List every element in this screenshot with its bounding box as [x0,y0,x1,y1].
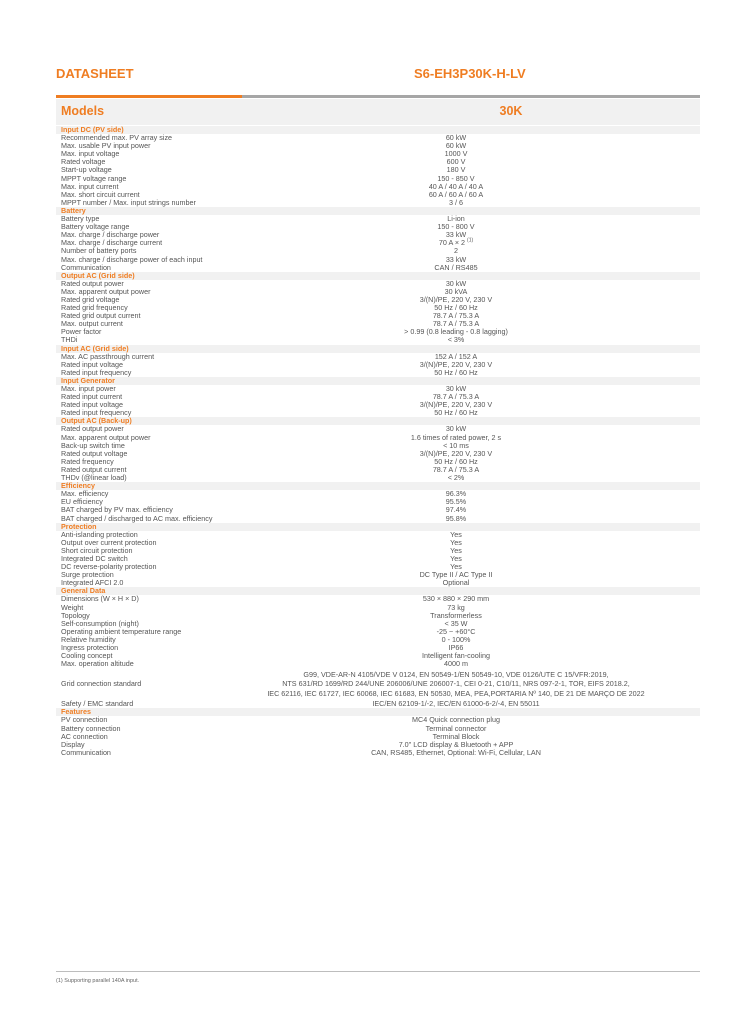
section-header: Input AC (Grid side) [56,345,700,353]
spec-name: Rated frequency [61,456,114,466]
spec-name: Max. input power [61,384,116,393]
model-number: S6-EH3P30K-H-LV [414,66,526,81]
spec-name: Output over current protection [61,537,157,547]
spec-value-text: 2 [454,246,458,256]
spec-name: Weight [61,602,84,612]
spec-value-text: 95.8% [445,513,467,523]
spec-name: Battery voltage range [61,222,130,232]
spec-value-text: 150 - 800 V [437,222,475,232]
spec-value [206,749,706,757]
spec-name: Integrated AFCI 2.0 [61,578,124,588]
spec-value-text: 73 kg [447,602,465,612]
section-header: Input DC (PV side) [56,126,700,134]
spec-value [206,199,706,207]
datasheet-title: DATASHEET [56,66,134,81]
spec-value-text: 3/(N)/PE, 220 V, 230 V [419,294,493,304]
spec-name: Topology [61,610,90,620]
spec-name: Safety / EMC standard [61,699,134,709]
spec-name: Dimensions (W × H × D) [61,594,139,604]
spec-value-text: 50 Hz / 60 Hz [434,303,478,313]
spec-row [56,385,700,393]
spec-value-text: 78.7 A / 75.3 A [432,464,480,474]
spec-row [56,652,700,660]
spec-name: Rated input voltage [61,400,123,410]
spec-row [56,264,700,272]
spec-value-text: 96.3% [445,489,467,499]
spec-name: MPPT voltage range [61,173,127,183]
spec-row [56,595,700,603]
spec-value-text: 0 - 100% [441,634,471,644]
spec-row [56,466,700,474]
spec-value-text: > 0.99 (0.8 leading - 0.8 lagging) [404,327,508,337]
spec-name: Rated output voltage [61,448,128,458]
spec-name: BAT charged by PV max. efficiency [61,505,173,515]
spec-value [206,336,706,344]
spec-value-text: -25 ~ +60°C [436,626,476,636]
spec-row [56,579,700,587]
spec-value-text: Transformerless [430,610,482,620]
spec-row [56,733,700,741]
spec-value-text: 78.7 A / 75.3 A [432,311,480,321]
spec-value-text: CAN, RS485, Ethernet, Optional: Wi-Fi, Cellular, LAN [371,747,541,757]
spec-row [56,539,700,547]
spec-value [206,700,706,708]
spec-name: Max. operation altitude [61,659,134,669]
spec-row [56,150,700,158]
spec-value-text: 3/(N)/PE, 220 V, 230 V [419,448,493,458]
spec-value-text: Yes [450,553,462,563]
spec-row [56,563,700,571]
spec-name: MPPT number / Max. input strings number [61,197,196,207]
spec-value-text: 180 V [446,165,466,175]
spec-value-text: Optional [442,578,470,588]
spec-name: Max. input voltage [61,149,120,159]
spec-name: Max. apparent output power [61,286,151,296]
spec-name: Number of battery ports [61,246,137,256]
spec-value-text: Yes [450,545,462,555]
spec-row [56,158,700,166]
spec-name: Rated input frequency [61,408,132,418]
spec-row [56,458,700,466]
footnote-marker: (1) [467,237,474,244]
spec-name: Rated grid voltage [61,294,120,304]
spec-name: Grid connection standard [61,679,142,689]
spec-name: Max. usable PV input power [61,141,151,151]
spec-row [56,336,700,344]
spec-value-text: < 2% [447,473,465,483]
spec-name: Max. charge / discharge power of each input [61,254,203,264]
spec-value-text: 60 kW [445,133,467,143]
spec-value-text: 4000 m [444,659,468,669]
spec-name: Max. output current [61,319,123,329]
spec-name: Recommended max. PV array size [61,133,173,143]
spec-row [56,134,700,142]
spec-name: Power factor [61,327,102,337]
spec-name: AC connection [61,731,108,741]
spec-name: Max. apparent output power [61,432,151,442]
spec-value-text: CAN / RS485 [434,262,478,272]
spec-name: Max. charge / discharge power [61,230,160,240]
spec-row [56,175,700,183]
spec-name: Back-up switch time [61,440,125,450]
header-accent-bar [56,95,242,98]
spec-value-text: 95.5% [445,497,467,507]
spec-value-text: 97.4% [445,505,467,515]
spec-name: Cooling concept [61,651,113,661]
spec-value-line: G99, VDE-AR-N 4105/VDE V 0124, EN 50549-1/EN 50549-10, VDE 0126/UTE C 15/VFR:2019, [303,670,609,680]
spec-row [56,166,700,174]
spec-value-text: 33 kW [445,254,467,264]
spec-row [56,515,700,523]
spec-row [56,320,700,328]
models-header-row [56,99,700,125]
spec-row [56,199,700,207]
spec-row [56,547,700,555]
spec-name: Rated input frequency [61,367,132,377]
spec-name: Rated grid output current [61,311,141,321]
spec-row [56,450,700,458]
spec-row [56,612,700,620]
spec-row [56,280,700,288]
spec-value-text: < 35 W [444,618,468,628]
spec-row [56,604,700,612]
spec-value-text: 40 A / 40 A / 40 A [428,181,484,191]
spec-row [56,328,700,336]
spec-value-text: 530 × 880 × 290 mm [422,594,490,604]
spec-value [206,579,706,587]
section-header: Battery [56,207,700,215]
spec-value-text: Yes [450,562,462,572]
spec-value-text: 30 kW [445,384,467,393]
spec-value-text: Li-ion [447,214,465,224]
spec-value-text: Intelligent fan-cooling [422,651,490,661]
spec-value-text: 60 kW [445,141,467,151]
spec-value-text: IP66 [448,643,464,652]
spec-value-text: 3/(N)/PE, 220 V, 230 V [419,400,493,410]
section-header: Efficiency [56,482,700,490]
spec-value-text: 3 / 6 [449,197,463,207]
spec-row [56,401,700,409]
spec-row [56,442,700,450]
spec-name: Max. input current [61,181,119,191]
spec-name: Relative humidity [61,634,116,644]
spec-name: Battery type [61,214,100,224]
spec-name: Rated output current [61,464,127,474]
spec-name: Max. charge / discharge current [61,238,163,248]
spec-value [206,264,706,272]
spec-name: Rated grid frequency [61,303,128,313]
spec-value-text: DC Type II / AC Type II [419,570,493,580]
spec-row [56,425,700,433]
spec-value-text: Terminal connector [425,723,487,733]
spec-value-line: NTS 631/RD 1699/RD 244/UNE 206006/UNE 206007-1, CEI 0-21, C10/11, NRS 097-2-1, TOR, EIFS 2018.2, [282,679,630,689]
spec-value-text: IEC/EN 62109-1/-2, IEC/EN 61000-6-2/-4, EN 55011 [372,699,540,709]
section-header: Protection [56,523,700,531]
table-bottom-rule [56,971,700,972]
models-label: Models [61,104,105,118]
spec-row [56,142,700,150]
section-header: General Data [56,587,700,595]
spec-row [56,716,700,724]
spec-row [56,393,700,401]
spec-value-text: 50 Hz / 60 Hz [434,367,478,377]
spec-value-text: 50 Hz / 60 Hz [434,456,478,466]
spec-row [56,256,700,264]
spec-name: Anti-islanding protection [61,529,138,539]
spec-name: Rated output power [61,278,124,288]
spec-value-text: 150 - 850 V [437,173,475,183]
spec-value-text: 1.6 times of rated power, 2 s [410,432,502,442]
spec-name: Short circuit protection [61,545,133,555]
spec-name: Integrated DC switch [61,553,128,563]
spec-value-text: 30 kW [445,278,467,288]
header-divider [242,95,700,98]
spec-row [56,239,700,247]
spec-row [56,725,700,733]
spec-name: Start-up voltage [61,165,112,175]
spec-row [56,668,700,700]
spec-value-text: < 10 ms [443,440,469,450]
spec-value-text: 30 kVA [444,286,468,296]
spec-row [56,312,700,320]
spec-name: Self-consumption (night) [61,618,139,628]
spec-value-text: 152 A / 152 A [434,351,478,361]
spec-name: BAT charged / discharged to AC max. efficiency [61,513,213,523]
spec-name: Rated input voltage [61,359,123,369]
spec-name: Display [61,739,85,749]
spec-value-text: 70 A × 2 [438,238,466,248]
spec-name: DC reverse-polarity protection [61,562,157,572]
spec-value-text: 78.7 A / 75.3 A [432,319,480,329]
spec-value-text: 3/(N)/PE, 220 V, 230 V [419,359,493,369]
spec-value-text: 600 V [446,157,466,167]
spec-row [56,628,700,636]
spec-name: PV connection [61,715,108,725]
spec-value-text: Yes [450,537,462,547]
spec-value [206,409,706,417]
spec-value [206,515,706,523]
spec-name: Rated input current [61,392,123,402]
spec-name: Max. AC passthrough current [61,351,155,361]
spec-name: Operating ambient temperature range [61,626,182,636]
spec-name: Max. efficiency [61,489,109,499]
spec-value [206,369,706,377]
section-header: Input Generator [56,377,700,385]
spec-value-text: < 3% [447,335,465,345]
spec-row [56,215,700,223]
section-header: Output AC (Back-up) [56,417,700,425]
spec-row [56,636,700,644]
spec-row [56,490,700,498]
spec-value-text: Terminal Block [432,731,480,741]
spec-value-text: 1000 V [444,149,468,159]
spec-value [206,670,706,698]
spec-row [56,296,700,304]
spec-row [56,183,700,191]
spec-value-text: 30 kW [445,424,467,434]
spec-value-text: MC4 Quick connection plug [412,715,500,725]
spec-name: Rated voltage [61,157,106,167]
spec-value-text: 50 Hz / 60 Hz [434,408,478,418]
spec-row [56,288,700,296]
spec-name: Battery connection [61,723,121,733]
spec-row [56,571,700,579]
spec-name: THDi [61,335,78,345]
spec-row [56,644,700,652]
spec-value [206,660,706,668]
section-header: Output AC (Grid side) [56,272,700,280]
spec-name: Surge protection [61,570,114,580]
spec-name: Communication [61,262,111,272]
spec-value-text: 7.0" LCD display & Bluetooth + APP [398,739,514,749]
spec-row [56,660,700,668]
spec-row [56,700,700,708]
spec-value-text: 33 kW [445,230,467,240]
spec-row [56,434,700,442]
spec-row [56,361,700,369]
spec-name: EU efficiency [61,497,103,507]
spec-value-line: IEC 62116, IEC 61727, IEC 60068, IEC 61683, EN 50530, MEA, PEA,PORTARIA Nº 140, DE 21 DE MARÇO DE 2022 [267,688,645,698]
spec-row [56,304,700,312]
spec-row [56,353,700,361]
spec-row [56,474,700,482]
spec-name: Rated output power [61,424,124,434]
section-header: Features [56,708,700,716]
spec-name: Ingress protection [61,643,119,652]
spec-value [206,474,706,482]
spec-row [56,369,700,377]
spec-value-text: Yes [450,529,462,539]
models-value: 30K [499,104,523,118]
spec-name: Max. short circuit current [61,189,140,199]
spec-name: Communication [61,747,111,757]
footnote: (1) Supporting parallel 140A input. [56,978,140,984]
spec-value-text: 78.7 A / 75.3 A [432,392,480,402]
spec-row [56,749,700,757]
spec-value-text: 60 A / 60 A / 60 A [428,189,484,199]
spec-table [56,126,700,757]
spec-name: THDv (@linear load) [61,473,127,483]
spec-row [56,409,700,417]
